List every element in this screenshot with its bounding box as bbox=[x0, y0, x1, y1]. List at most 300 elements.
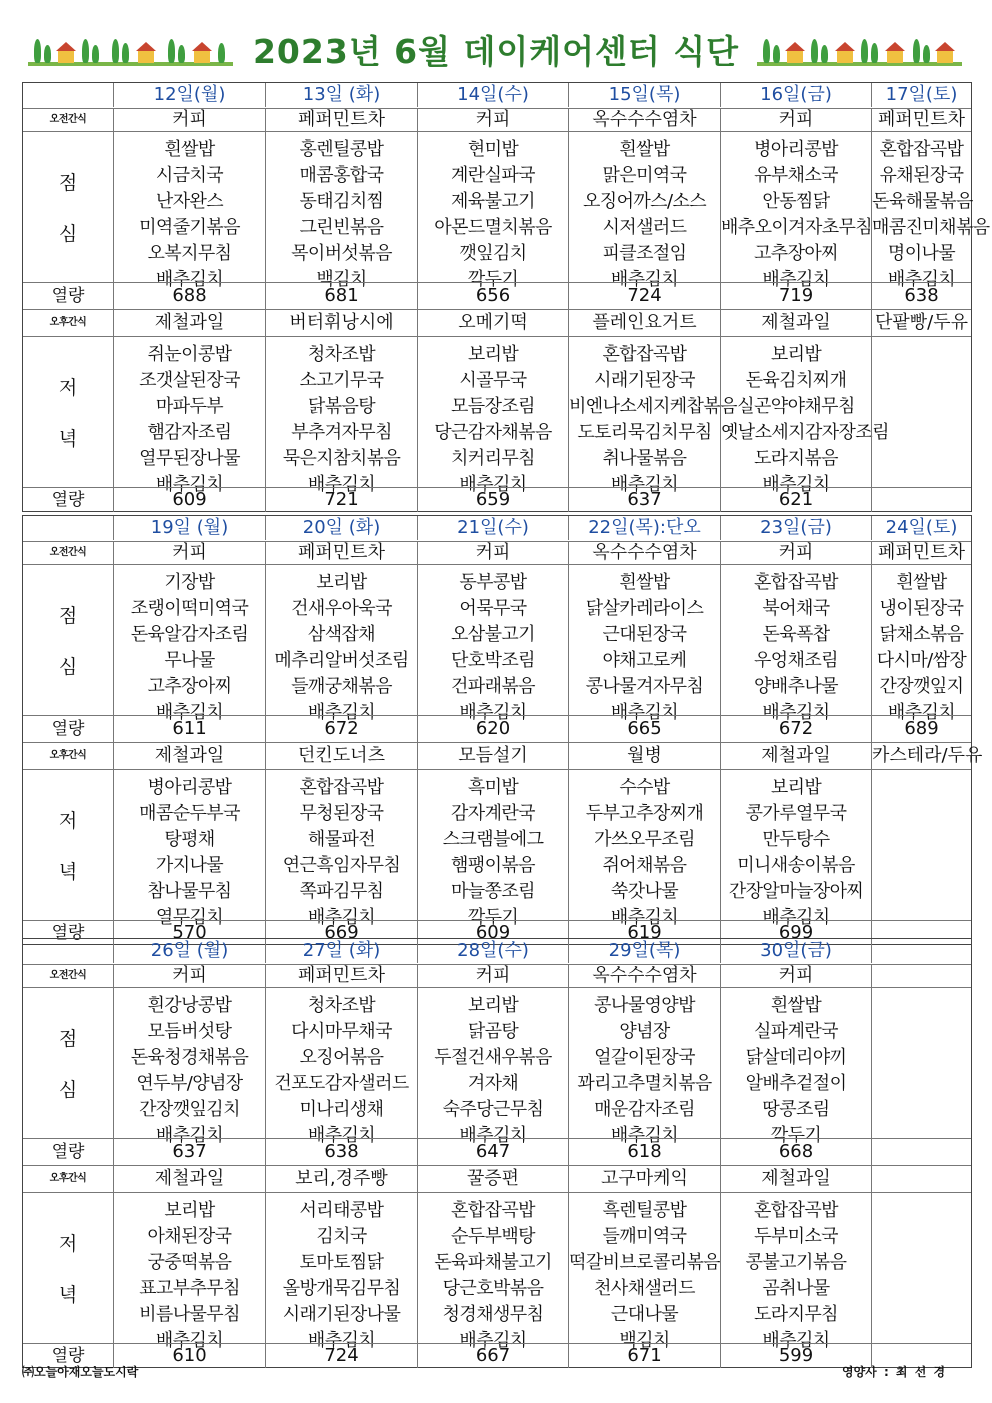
menu-item: 유채된장국 bbox=[879, 165, 964, 186]
menu-item: 미역줄기볶음 bbox=[139, 217, 240, 238]
pm-snack-cell: 버터휘낭시에 bbox=[265, 310, 417, 336]
menu-item: 양배추나물 bbox=[754, 676, 838, 697]
menu-item: 야채고로케 bbox=[602, 650, 687, 671]
menu-item: 다시마무채국 bbox=[291, 1021, 392, 1042]
menu-item: 혼합잡곡밥 bbox=[451, 1200, 535, 1221]
menu-item: 배추김치 bbox=[610, 474, 679, 495]
dinner-menu-cell bbox=[720, 337, 889, 495]
lunch-calorie-cell: 688 bbox=[113, 283, 265, 309]
row-label bbox=[23, 988, 113, 1138]
menu-item: 백김치 bbox=[316, 269, 367, 290]
menu-item: 깻잎김치 bbox=[459, 243, 527, 264]
pm-snack-cell: 제철과일 bbox=[720, 310, 871, 336]
menu-item: 미니새송이볶음 bbox=[737, 855, 855, 876]
menu-item: 배추김치 bbox=[762, 702, 830, 723]
menu-item: 시래기된장국 bbox=[594, 370, 695, 391]
am-snack-cell: 페퍼민트차 bbox=[265, 109, 417, 131]
row-dinner bbox=[23, 336, 971, 495]
menu-item: 마늘쫑조림 bbox=[451, 881, 535, 902]
menu-item: 메추리알버섯조림 bbox=[274, 650, 409, 671]
menu-item: 건파래볶음 bbox=[451, 676, 535, 697]
am-snack-cell: 옥수수수염차 bbox=[568, 965, 720, 987]
menu-item: 보리밥 bbox=[467, 344, 519, 365]
am-snack-cell: 커피 bbox=[113, 965, 265, 987]
menu-item: 흰강낭콩밥 bbox=[147, 995, 232, 1016]
menu-item: 어묵무국 bbox=[459, 598, 527, 619]
menu-item: 돈육김치찌개 bbox=[745, 370, 847, 391]
dinner-calorie-cell: 619 bbox=[568, 921, 720, 945]
page-header bbox=[0, 0, 992, 78]
menu-item: 보리밥 bbox=[316, 572, 367, 593]
menu-item: 당근호박볶음 bbox=[442, 1278, 544, 1299]
lunch-calorie-cell: 672 bbox=[265, 716, 417, 742]
menu-item: 목이버섯볶음 bbox=[291, 243, 392, 264]
menu-item: 순두부백탕 bbox=[451, 1226, 535, 1247]
menu-item: 시저샐러드 bbox=[602, 217, 687, 238]
menu-item: 간장깻잎지 bbox=[879, 676, 964, 697]
row-am bbox=[23, 108, 971, 131]
date-cell: 28일(수) bbox=[417, 939, 568, 963]
am-snack-cell: 페퍼민트차 bbox=[871, 109, 971, 131]
menu-item: 냉이된장국 bbox=[879, 598, 964, 619]
row-label: 오전간식 bbox=[49, 547, 87, 558]
dinner-menu-cell bbox=[417, 1193, 568, 1351]
menu-item: 모듬버섯탕 bbox=[147, 1021, 232, 1042]
row-label: 열량 bbox=[51, 490, 85, 510]
menu-item: 흰쌀밥 bbox=[164, 139, 215, 160]
lunch-menu-cell bbox=[417, 988, 568, 1146]
menu-item: 돈육해물볶음 bbox=[872, 191, 973, 212]
menu-item: 무나물 bbox=[164, 650, 215, 671]
lunch-menu-cell bbox=[871, 132, 990, 290]
menu-item: 병아리콩밥 bbox=[754, 139, 838, 160]
menu-item: 곰취나물 bbox=[762, 1278, 830, 1299]
menu-item: 연두부/양념장 bbox=[136, 1073, 243, 1094]
dinner-calorie-cell: 669 bbox=[265, 921, 417, 945]
menu-item: 배추김치 bbox=[762, 907, 830, 928]
dinner-calorie-cell: 609 bbox=[417, 921, 568, 945]
menu-item: 난자완스 bbox=[155, 191, 224, 212]
lunch-menu-cell bbox=[417, 132, 568, 290]
lunch-menu-cell bbox=[417, 565, 568, 723]
menu-item: 간장알마늘장아찌 bbox=[728, 881, 864, 902]
menu-item: 감자계란국 bbox=[451, 803, 535, 824]
nutritionist: 영양사 : 최 선 경 bbox=[842, 1365, 946, 1379]
lunch-calorie-cell: 637 bbox=[113, 1139, 265, 1165]
menu-item: 배추김치 bbox=[762, 474, 830, 495]
page-title: 2023년 6월 데이케어센터 식단 bbox=[252, 32, 740, 71]
meal-label-char: 심 bbox=[58, 223, 78, 245]
date-cell: 23일(금) bbox=[720, 516, 871, 540]
dinner-menu-cell bbox=[417, 337, 568, 495]
dinner-menu-cell bbox=[568, 337, 737, 495]
pm-snack-cell: 제철과일 bbox=[113, 743, 265, 769]
menu-item: 깍두기 bbox=[770, 1125, 822, 1146]
dinner-calorie-cell: 637 bbox=[568, 488, 720, 512]
menu-item: 당근감자채볶음 bbox=[434, 422, 552, 443]
menu-item: 북어채국 bbox=[762, 598, 830, 619]
menu-item: 모듬장조림 bbox=[451, 396, 535, 417]
pm-snack-cell: 제철과일 bbox=[720, 1166, 871, 1192]
menu-item: 참나물무침 bbox=[147, 881, 232, 902]
menu-item: 유부채소국 bbox=[754, 165, 838, 186]
row-label: 열량 bbox=[51, 719, 85, 739]
lunch-menu-cell bbox=[720, 132, 873, 290]
row-dinner-kcal bbox=[23, 487, 971, 512]
menu-item: 배추김치 bbox=[459, 1330, 527, 1351]
dinner-menu-cell bbox=[265, 337, 417, 495]
row-am bbox=[23, 964, 971, 987]
menu-item: 도라지볶음 bbox=[754, 448, 838, 469]
lunch-calorie-cell: 620 bbox=[417, 716, 568, 742]
am-snack-cell: 옥수수수염차 bbox=[568, 542, 720, 564]
lunch-calorie-cell: 647 bbox=[417, 1139, 568, 1165]
row-pm bbox=[23, 742, 983, 769]
row-label: 오전간식 bbox=[49, 114, 87, 125]
row-lunch bbox=[23, 131, 990, 290]
menu-item: 다시마/쌈장 bbox=[876, 650, 967, 671]
meal-label-char: 점 bbox=[58, 605, 78, 627]
menu-item: 배추김치 bbox=[610, 269, 679, 290]
menu-item: 매콤순두부국 bbox=[139, 803, 240, 824]
dinner-menu-cell bbox=[113, 337, 265, 495]
lunch-menu-cell bbox=[871, 988, 971, 1138]
menu-item: 쑥갓나물 bbox=[610, 881, 679, 902]
menu-item: 흑렌틸콩밥 bbox=[602, 1200, 687, 1221]
pm-snack-cell: 고구마케익 bbox=[568, 1166, 720, 1192]
menu-item: 배추김치 bbox=[459, 474, 527, 495]
menu-item: 혼합잡곡밥 bbox=[299, 777, 384, 798]
lunch-calorie-cell: 681 bbox=[265, 283, 417, 309]
lunch-menu-cell bbox=[265, 132, 417, 290]
dinner-menu-cell bbox=[568, 770, 720, 928]
dinner-menu-cell bbox=[417, 770, 568, 928]
menu-item: 콩나물영양밥 bbox=[594, 995, 695, 1016]
week-table bbox=[22, 938, 972, 1368]
menu-item: 흰쌀밥 bbox=[619, 572, 670, 593]
menu-item: 토마토찜닭 bbox=[299, 1252, 384, 1273]
date-cell: 21일(수) bbox=[417, 516, 568, 540]
dinner-menu-cell bbox=[113, 770, 265, 928]
menu-item: 소고기무국 bbox=[299, 370, 384, 391]
menu-item: 조랭이떡미역국 bbox=[130, 598, 249, 619]
row-am bbox=[23, 541, 971, 564]
menu-item: 병아리콩밥 bbox=[147, 777, 232, 798]
am-snack-cell: 커피 bbox=[720, 542, 871, 564]
menu-item: 닭볶음탕 bbox=[307, 396, 376, 417]
menu-item: 보리밥 bbox=[164, 1200, 215, 1221]
menu-item: 동부콩밥 bbox=[459, 572, 527, 593]
pm-snack-cell: 던킨도너츠 bbox=[265, 743, 417, 769]
meal-label-char: 저 bbox=[58, 377, 78, 399]
menu-item: 현미밥 bbox=[467, 139, 519, 160]
menu-item: 도라지무침 bbox=[754, 1304, 838, 1325]
menu-item: 배추김치 bbox=[610, 702, 679, 723]
menu-item: 조갯살된장국 bbox=[139, 370, 240, 391]
menu-item: 연근흑임자무침 bbox=[282, 855, 401, 876]
row-dinner bbox=[23, 769, 971, 928]
menu-item: 열무김치 bbox=[155, 907, 224, 928]
pm-snack-cell: 제철과일 bbox=[113, 1166, 265, 1192]
menu-item: 배추김치 bbox=[307, 1125, 376, 1146]
menu-item: 흑미밥 bbox=[467, 777, 519, 798]
date-cell: 27일 (화) bbox=[265, 939, 417, 963]
menu-item: 흰쌀밥 bbox=[619, 139, 670, 160]
menu-item: 쥐눈이콩밥 bbox=[147, 344, 232, 365]
menu-item: 궁중떡볶음 bbox=[147, 1252, 232, 1273]
row-label bbox=[23, 516, 113, 540]
menu-item: 보리밥 bbox=[770, 777, 822, 798]
menu-item: 피클조절임 bbox=[602, 243, 687, 264]
dinner-calorie-cell: 599 bbox=[720, 1344, 871, 1368]
menu-item: 햄감자조림 bbox=[147, 422, 232, 443]
village-decoration-right bbox=[757, 30, 962, 66]
company-name: ㈜오늘아재오늘도시락 bbox=[22, 1365, 139, 1379]
menu-item: 만두탕수 bbox=[762, 829, 830, 850]
am-snack-cell: 페퍼민트차 bbox=[265, 542, 417, 564]
meal-label-char: 녁 bbox=[58, 428, 78, 450]
menu-item: 미나리생채 bbox=[299, 1099, 384, 1120]
menu-item: 오복지무침 bbox=[147, 243, 232, 264]
row-label: 열량 bbox=[51, 286, 85, 306]
meal-label-char: 심 bbox=[58, 1079, 78, 1101]
menu-item: 배추김치 bbox=[155, 269, 224, 290]
am-snack-cell: 커피 bbox=[113, 542, 265, 564]
dinner-calorie-cell: 699 bbox=[720, 921, 871, 945]
menu-item: 두절건새우볶음 bbox=[434, 1047, 552, 1068]
date-cell: 19일 (월) bbox=[113, 516, 265, 540]
menu-item: 혼합잡곡밥 bbox=[602, 344, 687, 365]
menu-item: 치커리무침 bbox=[451, 448, 535, 469]
menu-item: 명이나물 bbox=[887, 243, 956, 264]
menu-item: 닭살데리야끼 bbox=[745, 1047, 847, 1068]
menu-item: 비름나물무침 bbox=[139, 1304, 240, 1325]
date-cell: 17일(토) bbox=[871, 83, 971, 107]
menu-item: 배추김치 bbox=[155, 1125, 224, 1146]
pm-snack-cell: 제철과일 bbox=[113, 310, 265, 336]
date-cell: 30일(금) bbox=[720, 939, 871, 963]
date-cell: 13일 (화) bbox=[265, 83, 417, 107]
menu-item: 흰쌀밥 bbox=[770, 995, 822, 1016]
menu-item: 쪽파김무침 bbox=[299, 881, 384, 902]
row-lunch bbox=[23, 987, 971, 1146]
lunch-calorie-cell: 665 bbox=[568, 716, 720, 742]
menu-item: 그린빈볶음 bbox=[299, 217, 384, 238]
menu-item: 보리밥 bbox=[770, 344, 822, 365]
menu-item: 가쓰오무조림 bbox=[594, 829, 695, 850]
menu-item: 근대나물 bbox=[610, 1304, 679, 1325]
menu-item: 배추김치 bbox=[155, 702, 224, 723]
menu-item: 도토리묵김치무침 bbox=[577, 422, 712, 443]
dinner-calorie-cell bbox=[871, 488, 971, 512]
menu-item: 배추김치 bbox=[762, 1330, 830, 1351]
pm-snack-cell: 단팥빵/두유 bbox=[871, 310, 971, 336]
menu-item: 우엉채조림 bbox=[754, 650, 838, 671]
row-label: 열량 bbox=[51, 1142, 85, 1162]
row-label: 오후간식 bbox=[49, 317, 87, 328]
row-lunch bbox=[23, 564, 971, 723]
menu-item: 배추김치 bbox=[307, 907, 376, 928]
menu-item: 수수밥 bbox=[619, 777, 670, 798]
menu-item: 홍렌틸콩밥 bbox=[299, 139, 384, 160]
menu-item: 콩나물겨자무침 bbox=[585, 676, 704, 697]
row-date bbox=[23, 516, 971, 540]
menu-item: 청차조밥 bbox=[307, 995, 376, 1016]
dinner-menu-cell bbox=[871, 337, 971, 487]
menu-item: 해물파전 bbox=[307, 829, 376, 850]
menu-item: 닭살카레라이스 bbox=[585, 598, 704, 619]
menu-item: 부추겨자무침 bbox=[291, 422, 392, 443]
menu-item: 떡갈비브로콜리볶음 bbox=[569, 1252, 721, 1273]
menu-item: 흰쌀밥 bbox=[896, 572, 947, 593]
lunch-menu-cell bbox=[113, 132, 265, 290]
lunch-calorie-cell: 618 bbox=[568, 1139, 720, 1165]
date-cell: 15일(목) bbox=[568, 83, 720, 107]
dinner-calorie-cell: 724 bbox=[265, 1344, 417, 1368]
menu-item: 스크램블에그 bbox=[442, 829, 544, 850]
row-label: 오후간식 bbox=[49, 1173, 87, 1184]
row-lunch-kcal bbox=[23, 282, 971, 309]
menu-item: 표고부추무침 bbox=[139, 1278, 240, 1299]
menu-item: 햄팽이볶음 bbox=[451, 855, 535, 876]
lunch-menu-cell bbox=[871, 565, 971, 723]
menu-item: 배추김치 bbox=[887, 269, 956, 290]
week-table bbox=[22, 82, 990, 512]
am-snack-cell: 커피 bbox=[417, 542, 568, 564]
menu-item: 콩가루열무국 bbox=[745, 803, 847, 824]
row-label bbox=[23, 132, 113, 282]
menu-item: 매콤진미채볶음 bbox=[872, 217, 990, 238]
lunch-menu-cell bbox=[113, 565, 265, 723]
menu-item: 묵은지참치볶음 bbox=[282, 448, 401, 469]
menu-item: 단호박조림 bbox=[451, 650, 535, 671]
dinner-menu-cell bbox=[871, 1193, 971, 1343]
row-label bbox=[23, 770, 113, 920]
menu-item: 배추김치 bbox=[307, 474, 376, 495]
meal-label-char: 저 bbox=[58, 810, 78, 832]
dinner-menu-cell bbox=[265, 1193, 417, 1351]
row-pm bbox=[23, 309, 971, 336]
menu-item: 백김치 bbox=[619, 1330, 670, 1351]
menu-item: 삼색잡채 bbox=[307, 624, 376, 645]
dinner-calorie-cell: 621 bbox=[720, 488, 871, 512]
date-cell bbox=[871, 939, 971, 963]
menu-item: 꽈리고추멸치볶음 bbox=[577, 1073, 712, 1094]
menu-item: 청경채생무침 bbox=[442, 1304, 544, 1325]
dinner-menu-cell bbox=[265, 770, 417, 928]
date-cell: 26일 (월) bbox=[113, 939, 265, 963]
menu-item: 기장밥 bbox=[164, 572, 215, 593]
menu-item: 서리태콩밥 bbox=[299, 1200, 384, 1221]
date-cell: 14일(수) bbox=[417, 83, 568, 107]
menu-item: 콩불고기볶음 bbox=[745, 1252, 847, 1273]
date-cell: 12일(월) bbox=[113, 83, 265, 107]
menu-item: 들깨미역국 bbox=[602, 1226, 687, 1247]
dinner-menu-cell bbox=[568, 1193, 721, 1351]
menu-item: 두부미소국 bbox=[754, 1226, 838, 1247]
am-snack-cell: 페퍼민트차 bbox=[265, 965, 417, 987]
lunch-calorie-cell: 656 bbox=[417, 283, 568, 309]
menu-item: 배추김치 bbox=[610, 907, 679, 928]
menu-item: 시금치국 bbox=[155, 165, 224, 186]
menu-item: 탕평채 bbox=[164, 829, 215, 850]
menu-item: 올방개묵김무침 bbox=[282, 1278, 401, 1299]
menu-item: 땅콩조림 bbox=[762, 1099, 830, 1120]
meal-label-char: 저 bbox=[58, 1233, 78, 1255]
row-pm bbox=[23, 1165, 971, 1192]
pm-snack-cell: 보리,경주빵 bbox=[265, 1166, 417, 1192]
dinner-calorie-cell: 610 bbox=[113, 1344, 265, 1368]
week-table bbox=[22, 515, 983, 945]
dinner-menu-cell bbox=[871, 770, 971, 920]
pm-snack-cell: 제철과일 bbox=[720, 743, 871, 769]
menu-item: 배추김치 bbox=[762, 269, 830, 290]
dinner-menu-cell bbox=[720, 1193, 871, 1351]
meal-label-char: 심 bbox=[58, 656, 78, 678]
menu-item: 아몬드멸치볶음 bbox=[434, 217, 552, 238]
lunch-menu-cell bbox=[265, 565, 417, 723]
am-snack-cell: 커피 bbox=[113, 109, 265, 131]
meal-label-char: 녁 bbox=[58, 861, 78, 883]
row-lunch-kcal bbox=[23, 715, 971, 742]
menu-item: 돈육파채불고기 bbox=[434, 1252, 552, 1273]
menu-item: 제육불고기 bbox=[451, 191, 535, 212]
lunch-menu-cell bbox=[720, 565, 871, 723]
pm-snack-cell: 카스테라/두유 bbox=[871, 743, 971, 769]
menu-item: 배추김치 bbox=[610, 1125, 679, 1146]
menu-item: 닭곰탕 bbox=[467, 1021, 519, 1042]
menu-item: 건포도감자샐러드 bbox=[274, 1073, 409, 1094]
menu-item: 실파계란국 bbox=[754, 1021, 838, 1042]
lunch-calorie-cell: 611 bbox=[113, 716, 265, 742]
row-label bbox=[23, 1193, 113, 1343]
dinner-calorie-cell: 721 bbox=[265, 488, 417, 512]
menu-item: 맑은미역국 bbox=[602, 165, 687, 186]
menu-item: 깍두기 bbox=[467, 907, 519, 928]
menu-item: 보리밥 bbox=[467, 995, 519, 1016]
am-snack-cell: 페퍼민트차 bbox=[871, 542, 971, 564]
menu-item: 가지나물 bbox=[155, 855, 224, 876]
lunch-calorie-cell: 689 bbox=[871, 716, 971, 742]
pm-snack-cell: 모듬설기 bbox=[417, 743, 568, 769]
row-label: 오후간식 bbox=[49, 750, 87, 761]
lunch-menu-cell bbox=[113, 988, 265, 1146]
dinner-menu-cell bbox=[113, 1193, 265, 1351]
menu-item: 시래기된장나물 bbox=[282, 1304, 401, 1325]
pm-snack-cell: 플레인요거트 bbox=[568, 310, 720, 336]
date-cell: 29일(목) bbox=[568, 939, 720, 963]
menu-item: 두부고추장찌개 bbox=[585, 803, 704, 824]
menu-item: 쥐어채볶음 bbox=[602, 855, 687, 876]
row-date bbox=[23, 939, 971, 963]
am-snack-cell: 커피 bbox=[720, 965, 871, 987]
menu-item: 취나물볶음 bbox=[602, 448, 687, 469]
lunch-menu-cell bbox=[720, 988, 871, 1146]
lunch-calorie-cell: 724 bbox=[568, 283, 720, 309]
lunch-menu-cell bbox=[568, 565, 720, 723]
menu-item: 매운감자조림 bbox=[594, 1099, 695, 1120]
menu-item: 매콤홍합국 bbox=[299, 165, 384, 186]
menu-item: 배추김치 bbox=[307, 1330, 376, 1351]
row-lunch-kcal bbox=[23, 1138, 971, 1165]
meal-label-char: 녁 bbox=[58, 1284, 78, 1306]
menu-item: 건새우아욱국 bbox=[291, 598, 392, 619]
menu-item: 돈육청경채볶음 bbox=[130, 1047, 249, 1068]
pm-snack-cell: 오메기떡 bbox=[417, 310, 568, 336]
menu-item: 배추김치 bbox=[459, 1125, 527, 1146]
date-cell: 16일(금) bbox=[720, 83, 871, 107]
pm-snack-cell: 꿀증편 bbox=[417, 1166, 568, 1192]
